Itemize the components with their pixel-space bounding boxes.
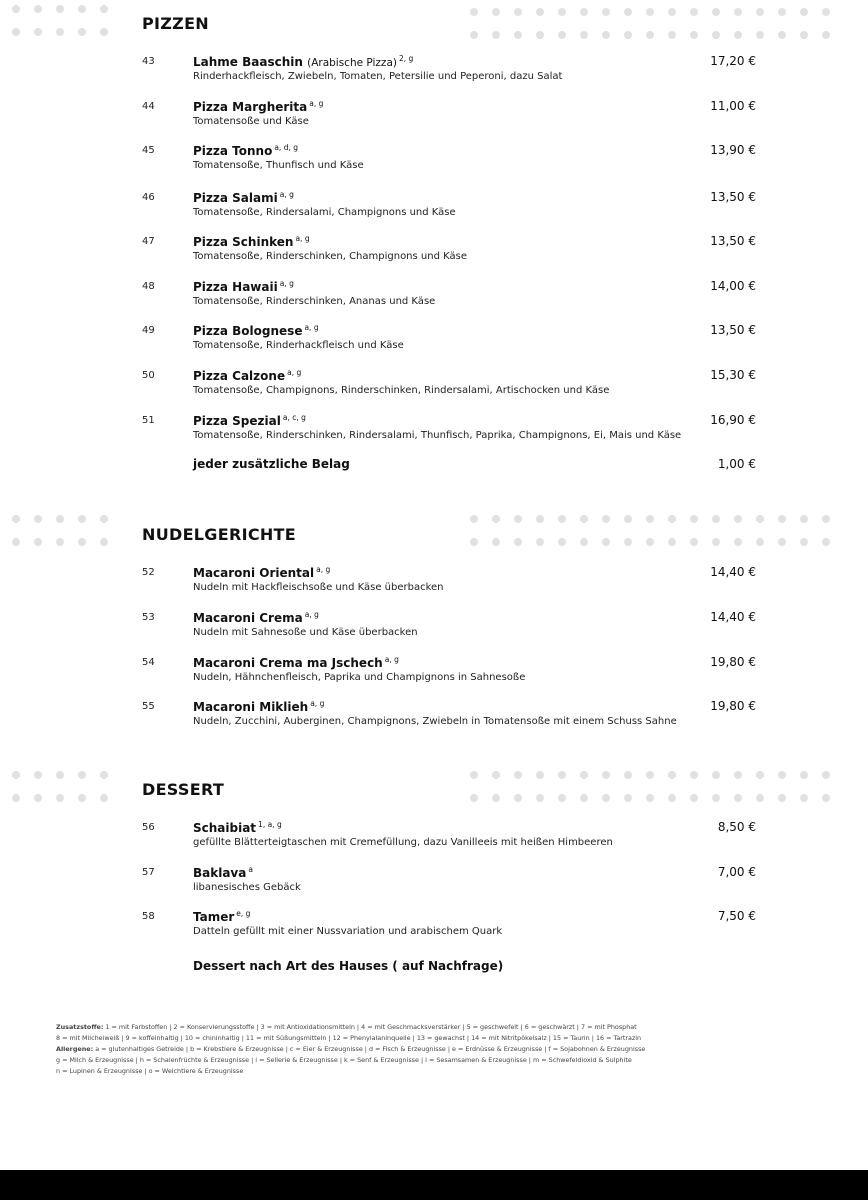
- item-name: [193, 99, 323, 114]
- decorative-dot: [756, 31, 764, 39]
- item-description: Tomatensoße, Rinderschinken, Rindersalami, Thunfisch, Paprika, Champignons, Ei, Mais und Käse: [193, 430, 682, 441]
- menu-item: [0, 865, 868, 899]
- section-title-dessert: DESSERT: [142, 780, 225, 799]
- decorative-dot: [78, 794, 86, 802]
- decorative-dot: [34, 794, 42, 802]
- decorative-dot: [778, 771, 786, 779]
- decorative-dot: [822, 8, 830, 16]
- item-name: [193, 323, 319, 338]
- decorative-dot: [690, 771, 698, 779]
- decorative-dot: [756, 538, 764, 546]
- decorative-dot: [78, 515, 86, 523]
- item-description: Tomatensoße, Champignons, Rinderschinken, Rindersalami, Artischocken und Käse: [193, 385, 610, 396]
- decorative-dot: [756, 771, 764, 779]
- item-allergens: a, c, g: [282, 413, 306, 422]
- item-name-text: Pizza Spezial: [193, 414, 281, 428]
- item-allergens: a, d, g: [274, 143, 298, 152]
- item-name: [193, 190, 294, 205]
- dot-pattern-left-1: [12, 5, 108, 36]
- decorative-dot: [778, 31, 786, 39]
- decorative-dot: [580, 31, 588, 39]
- decorative-dot: [78, 538, 86, 546]
- decorative-dot: [34, 538, 42, 546]
- decorative-dot: [12, 515, 20, 523]
- decorative-dot: [646, 515, 654, 523]
- item-description: Nudeln mit Sahnesoße und Käse überbacken: [193, 627, 418, 638]
- decorative-dot: [822, 771, 830, 779]
- decorative-dot: [778, 8, 786, 16]
- decorative-dot: [668, 771, 676, 779]
- item-name-text: Macaroni Crema ma Jschech: [193, 656, 383, 670]
- menu-item: [0, 699, 868, 733]
- item-description: libanesisches Gebäck: [193, 882, 301, 893]
- decorative-dot: [56, 515, 64, 523]
- decorative-dot: [624, 771, 632, 779]
- item-price: 16,90 €: [710, 413, 756, 427]
- decorative-dot: [756, 794, 764, 802]
- footnote-additives-1: [56, 1022, 696, 1033]
- decorative-dot: [778, 515, 786, 523]
- decorative-dot: [558, 538, 566, 546]
- decorative-dot: [624, 31, 632, 39]
- item-name-text: Pizza Margherita: [193, 100, 308, 114]
- item-name: [193, 143, 298, 158]
- decorative-dot: [624, 794, 632, 802]
- item-price: 14,40 €: [710, 610, 756, 624]
- item-name-text: Pizza Tonno: [193, 144, 273, 158]
- dot-pattern-right-3: [470, 771, 830, 802]
- item-description: Nudeln, Hähnchenfleisch, Paprika und Champignons in Sahnesoße: [193, 672, 526, 683]
- item-number: 52: [142, 567, 155, 578]
- item-description: Datteln gefüllt mit einer Nussvariation und arabischem Quark: [193, 926, 503, 937]
- decorative-dot: [646, 31, 654, 39]
- item-number: 48: [142, 281, 155, 292]
- decorative-dot: [558, 771, 566, 779]
- decorative-dot: [602, 538, 610, 546]
- menu-item: [0, 909, 868, 943]
- decorative-dot: [514, 8, 522, 16]
- decorative-dot: [558, 8, 566, 16]
- item-price: 19,80 €: [710, 655, 756, 669]
- decorative-dot: [12, 5, 20, 13]
- decorative-dot: [624, 515, 632, 523]
- menu-item: [0, 190, 868, 224]
- decorative-dot: [734, 538, 742, 546]
- item-description: Tomatensoße, Thunfisch und Käse: [193, 160, 364, 171]
- decorative-dot: [78, 5, 86, 13]
- item-allergens: a, g: [295, 234, 310, 243]
- extra-topping-price: 1,00 €: [717, 457, 756, 471]
- item-number: 44: [142, 101, 155, 112]
- decorative-dot: [536, 771, 544, 779]
- item-name-text: Tamer: [193, 910, 235, 924]
- decorative-dot: [668, 538, 676, 546]
- item-price: 7,00 €: [717, 865, 756, 879]
- decorative-dot: [800, 771, 808, 779]
- decorative-dot: [778, 538, 786, 546]
- item-name: [193, 565, 330, 580]
- menu-item: [0, 368, 868, 402]
- item-price: 19,80 €: [710, 699, 756, 713]
- item-description: gefüllte Blätterteigtaschen mit Cremefüllung, dazu Vanilleeis mit heißen Himbeeren: [193, 837, 613, 848]
- item-name: [193, 54, 413, 69]
- decorative-dot: [470, 515, 478, 523]
- item-name-text: Pizza Salami: [193, 191, 278, 205]
- decorative-dot: [602, 794, 610, 802]
- menu-item: [0, 610, 868, 644]
- dot-pattern-left-2: [12, 515, 108, 546]
- item-allergens: 2, g: [398, 54, 414, 63]
- item-name: [193, 413, 306, 428]
- item-allergens: a, g: [384, 655, 399, 664]
- item-description: Tomatensoße, Rinderschinken, Champignons und Käse: [193, 251, 467, 262]
- decorative-dot: [756, 515, 764, 523]
- decorative-dot: [624, 8, 632, 16]
- decorative-dot: [580, 515, 588, 523]
- item-name-text: Macaroni Crema: [193, 611, 303, 625]
- decorative-dot: [734, 515, 742, 523]
- item-number: 58: [142, 911, 155, 922]
- item-price: 14,40 €: [710, 565, 756, 579]
- decorative-dot: [712, 771, 720, 779]
- decorative-dot: [690, 515, 698, 523]
- decorative-dot: [822, 515, 830, 523]
- item-name: [193, 655, 399, 670]
- item-price: 13,50 €: [710, 190, 756, 204]
- item-name-text: Pizza Bolognese: [193, 324, 303, 338]
- item-name-text: Macaroni Oriental: [193, 566, 315, 580]
- decorative-dot: [492, 31, 500, 39]
- decorative-dot: [580, 794, 588, 802]
- item-price: 8,50 €: [717, 820, 756, 834]
- item-number: 47: [142, 236, 155, 247]
- item-number: 46: [142, 192, 155, 203]
- decorative-dot: [602, 771, 610, 779]
- section-title-nudelgerichte: NUDELGERICHTE: [142, 525, 297, 544]
- menu-item: [0, 234, 868, 268]
- item-name-text: Lahme Baaschin: [193, 55, 303, 69]
- decorative-dot: [536, 8, 544, 16]
- item-price: 17,20 €: [710, 54, 756, 68]
- decorative-dot: [492, 538, 500, 546]
- decorative-dot: [470, 771, 478, 779]
- item-allergens: a, g: [279, 190, 294, 199]
- decorative-dot: [602, 8, 610, 16]
- item-allergens: 1, a, g: [258, 820, 282, 829]
- item-name: [193, 909, 250, 924]
- decorative-dot: [712, 794, 720, 802]
- item-allergens: a, g: [316, 565, 331, 574]
- decorative-dot: [492, 515, 500, 523]
- item-price: 11,00 €: [710, 99, 756, 113]
- decorative-dot: [536, 794, 544, 802]
- item-name: [193, 820, 282, 835]
- decorative-dot: [12, 794, 20, 802]
- decorative-dot: [646, 8, 654, 16]
- decorative-dot: [602, 31, 610, 39]
- item-allergens: a, g: [304, 610, 319, 619]
- item-name-note: (Arabische Pizza): [307, 57, 397, 69]
- decorative-dot: [646, 794, 654, 802]
- decorative-dot: [12, 28, 20, 36]
- item-allergens: a, g: [304, 323, 319, 332]
- footnote-text: a = glutenhaltiges Getreide | b = Krebstiere & Erzeugnisse | c = Eier & Erzeugnisse | d = Fisch & Erzeugnisse | e = Erdnüsse & Erzeugnisse | f = Sojabohnen & Erzeugnisse: [95, 1045, 646, 1053]
- decorative-dot: [712, 31, 720, 39]
- decorative-dot: [624, 538, 632, 546]
- decorative-dot: [734, 794, 742, 802]
- decorative-dot: [734, 31, 742, 39]
- decorative-dot: [100, 28, 108, 36]
- decorative-dot: [470, 538, 478, 546]
- item-description: Tomatensoße, Rindersalami, Champignons und Käse: [193, 207, 456, 218]
- menu-item: [0, 655, 868, 689]
- decorative-dot: [602, 515, 610, 523]
- menu-item: [0, 99, 868, 133]
- item-name-text: Pizza Schinken: [193, 235, 294, 249]
- decorative-dot: [514, 31, 522, 39]
- decorative-dot: [56, 771, 64, 779]
- decorative-dot: [492, 771, 500, 779]
- item-name-text: Pizza Hawaii: [193, 280, 278, 294]
- item-name: [193, 699, 324, 714]
- decorative-dot: [734, 8, 742, 16]
- decorative-dot: [800, 538, 808, 546]
- decorative-dot: [56, 794, 64, 802]
- item-description: Tomatensoße und Käse: [193, 116, 309, 127]
- decorative-dot: [56, 28, 64, 36]
- decorative-dot: [12, 538, 20, 546]
- decorative-dot: [712, 515, 720, 523]
- item-name: [193, 368, 301, 383]
- item-name: [193, 279, 294, 294]
- decorative-dot: [34, 28, 42, 36]
- menu-item: [0, 323, 868, 357]
- menu-item: [0, 143, 868, 177]
- decorative-dot: [56, 538, 64, 546]
- decorative-dot: [470, 31, 478, 39]
- item-allergens: a, g: [287, 368, 302, 377]
- decorative-dot: [690, 8, 698, 16]
- item-price: 15,30 €: [710, 368, 756, 382]
- decorative-dot: [800, 31, 808, 39]
- decorative-dot: [558, 794, 566, 802]
- decorative-dot: [514, 771, 522, 779]
- decorative-dot: [822, 538, 830, 546]
- dot-pattern-left-3: [12, 771, 108, 802]
- menu-item: [0, 279, 868, 313]
- item-allergens: a, g: [309, 99, 324, 108]
- decorative-dot: [470, 794, 478, 802]
- item-price: 13,50 €: [710, 234, 756, 248]
- decorative-dot: [668, 8, 676, 16]
- decorative-dot: [690, 31, 698, 39]
- footnote-additives-2: 8 = mit Milcheiweiß | 9 = koffeinhaltig | 10 = chininhaltig | 11 = mit Süßungsmitteln | 12 = Phenylalaninquelle | 13 = gewachst | 14 = mit Nitritpökelsalz | 15 = Taurin | 16 = Tartrazin: [56, 1034, 642, 1042]
- item-name-text: Schaibiat: [193, 821, 257, 835]
- decorative-dot: [646, 771, 654, 779]
- item-name: [193, 234, 310, 249]
- footnote-allergens-2: g = Milch & Erzeugnisse | h = Schalenfrüchte & Erzeugnisse | i = Sellerie & Erzeugnisse | k = Senf & Erzeugnisse | l = Sesamsamen & Erzeugnisse | m = Schwefeldioxid & Sulphite: [56, 1056, 632, 1064]
- house-dessert-label: Dessert nach Art des Hauses ( auf Nachfrage): [193, 959, 504, 973]
- decorative-dot: [536, 31, 544, 39]
- item-description: Rinderhackfleisch, Zwiebeln, Tomaten, Petersilie und Peperoni, dazu Salat: [193, 71, 563, 82]
- item-number: 56: [142, 822, 155, 833]
- item-name-text: Baklava: [193, 866, 247, 880]
- decorative-dot: [492, 8, 500, 16]
- decorative-dot: [800, 794, 808, 802]
- decorative-dot: [34, 5, 42, 13]
- item-allergens: a: [248, 865, 253, 874]
- item-name: [193, 610, 319, 625]
- item-name: [193, 865, 253, 880]
- menu-item: [0, 565, 868, 599]
- decorative-dot: [822, 31, 830, 39]
- decorative-dot: [646, 538, 654, 546]
- decorative-dot: [12, 771, 20, 779]
- item-allergens: a, g: [310, 699, 325, 708]
- decorative-dot: [778, 794, 786, 802]
- decorative-dot: [558, 515, 566, 523]
- item-number: 54: [142, 657, 155, 668]
- decorative-dot: [536, 515, 544, 523]
- decorative-dot: [690, 538, 698, 546]
- decorative-dot: [78, 28, 86, 36]
- footnotes: [56, 1022, 696, 1077]
- decorative-dot: [712, 8, 720, 16]
- decorative-dot: [100, 538, 108, 546]
- decorative-dot: [34, 771, 42, 779]
- item-price: 14,00 €: [710, 279, 756, 293]
- decorative-dot: [712, 538, 720, 546]
- item-allergens: a, g: [279, 279, 294, 288]
- decorative-dot: [100, 515, 108, 523]
- item-price: 13,90 €: [710, 143, 756, 157]
- decorative-dot: [580, 538, 588, 546]
- item-number: 50: [142, 370, 155, 381]
- item-number: 45: [142, 145, 155, 156]
- menu-item: [0, 820, 868, 854]
- decorative-dot: [100, 771, 108, 779]
- menu-item: [0, 413, 868, 447]
- item-description: Tomatensoße, Rinderschinken, Ananas und Käse: [193, 296, 436, 307]
- decorative-dot: [470, 8, 478, 16]
- menu-item: [0, 54, 868, 88]
- decorative-dot: [668, 794, 676, 802]
- decorative-dot: [756, 8, 764, 16]
- item-number: 57: [142, 867, 155, 878]
- decorative-dot: [492, 794, 500, 802]
- decorative-dot: [734, 771, 742, 779]
- item-number: 49: [142, 325, 155, 336]
- item-name-text: Macaroni Miklieh: [193, 700, 309, 714]
- decorative-dot: [822, 794, 830, 802]
- footnote-text: 1 = mit Farbstoffen | 2 = Konservierungsstoffe | 3 = mit Antioxidationsmitteln | 4 = mit Geschmacksverstärker | 5 = geschwefelt | 6 = geschwärzt | 7 = mit Phosphat: [105, 1023, 637, 1031]
- item-description: Tomatensoße, Rinderhackfleisch und Käse: [193, 340, 404, 351]
- decorative-dot: [514, 515, 522, 523]
- item-number: 43: [142, 56, 155, 67]
- decorative-dot: [514, 538, 522, 546]
- decorative-dot: [100, 794, 108, 802]
- item-number: 51: [142, 415, 155, 426]
- decorative-dot: [668, 31, 676, 39]
- decorative-dot: [514, 794, 522, 802]
- decorative-dot: [580, 771, 588, 779]
- decorative-dot: [800, 8, 808, 16]
- item-number: 55: [142, 701, 155, 712]
- decorative-dot: [34, 515, 42, 523]
- item-price: 7,50 €: [717, 909, 756, 923]
- decorative-dot: [800, 515, 808, 523]
- decorative-dot: [56, 5, 64, 13]
- section-title-pizzen: PIZZEN: [142, 14, 210, 33]
- item-description: Nudeln, Zucchini, Auberginen, Champignons, Zwiebeln in Tomatensoße mit einem Schuss Sahne: [193, 716, 677, 727]
- decorative-dot: [690, 794, 698, 802]
- decorative-dot: [668, 515, 676, 523]
- footnote-allergens-1: [56, 1044, 696, 1055]
- dot-pattern-right-2: [470, 515, 830, 546]
- item-number: 53: [142, 612, 155, 623]
- decorative-dot: [100, 5, 108, 13]
- decorative-dot: [78, 771, 86, 779]
- dot-pattern-right-1: [470, 8, 830, 39]
- footnote-allergens-3: n = Lupinen & Erzeugnisse | o = Weichtiere & Erzeugnisse: [56, 1067, 244, 1075]
- decorative-dot: [580, 8, 588, 16]
- item-allergens: e, g: [236, 909, 251, 918]
- footnote-additives-label: Zusatzstoffe:: [56, 1023, 104, 1031]
- decorative-dot: [536, 538, 544, 546]
- footnote-allergens-label: Allergene:: [56, 1045, 94, 1053]
- item-price: 13,50 €: [710, 323, 756, 337]
- item-description: Nudeln mit Hackfleischsoße und Käse überbacken: [193, 582, 444, 593]
- item-name-text: Pizza Calzone: [193, 369, 286, 383]
- extra-topping-label: jeder zusätzliche Belag: [193, 457, 350, 471]
- decorative-dot: [558, 31, 566, 39]
